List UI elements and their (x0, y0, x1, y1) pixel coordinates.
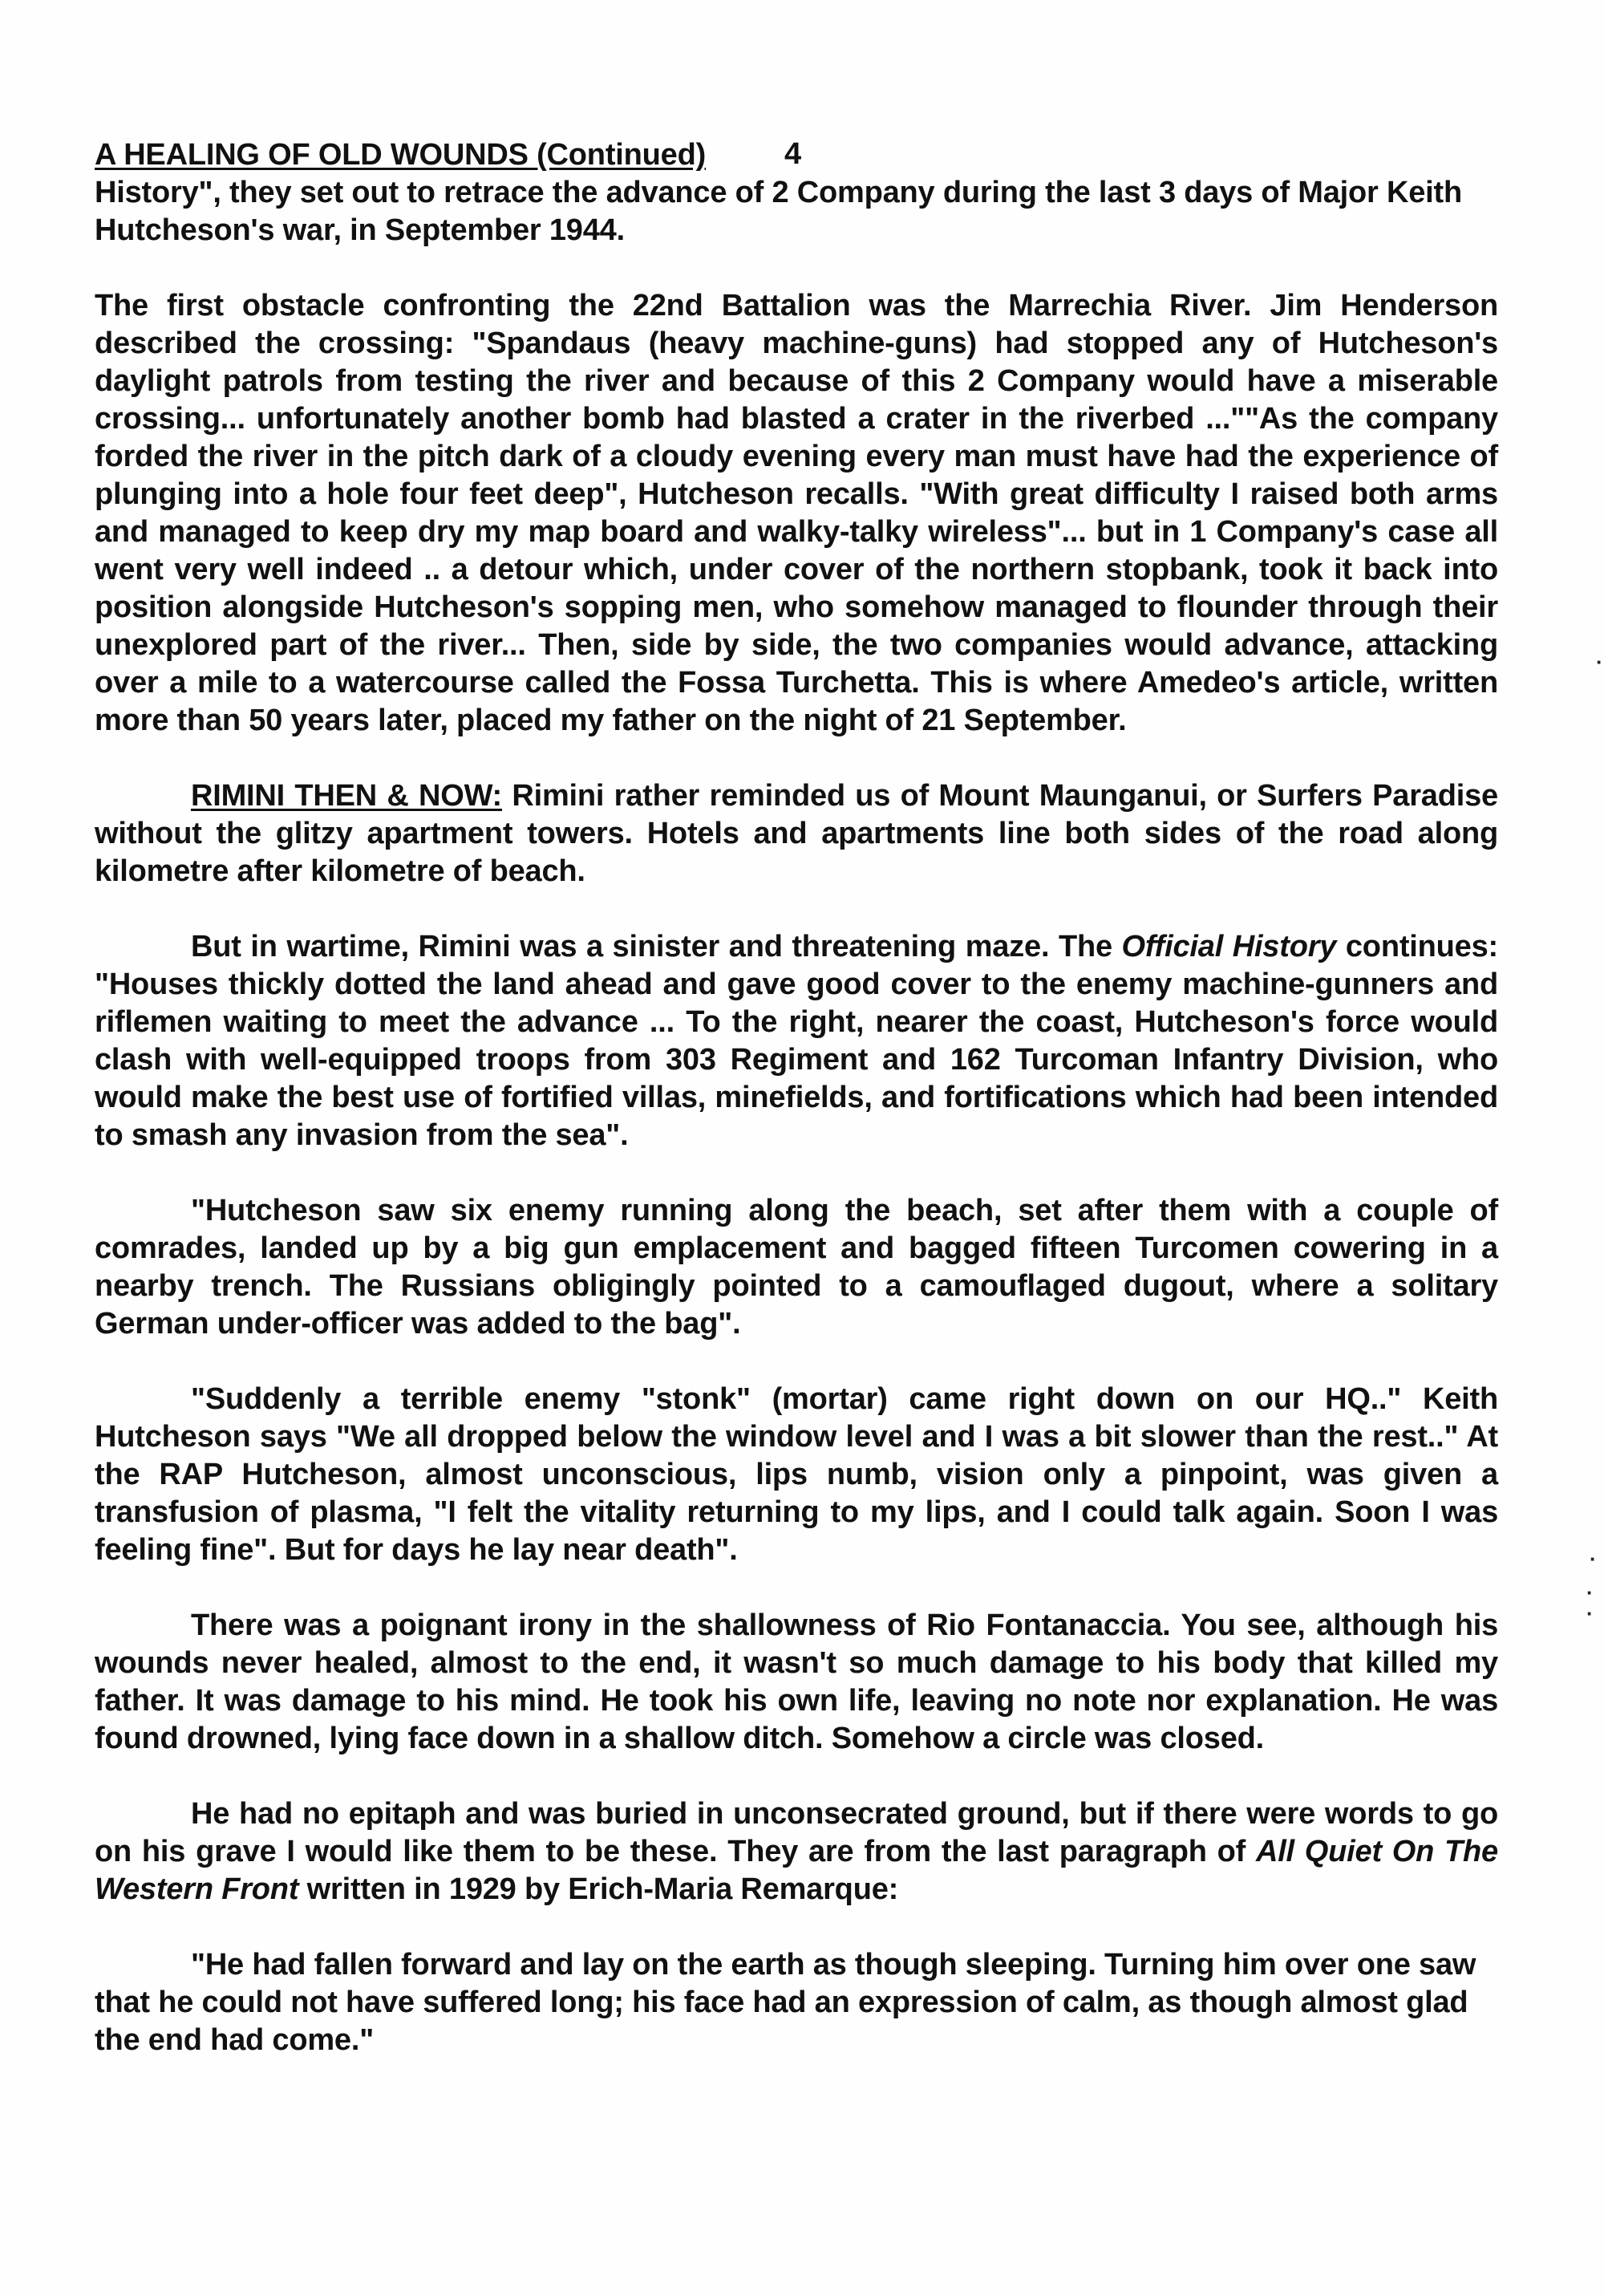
wartime-text-b: continues: "Houses thickly dotted the land ahead and gave good cover to the enemy machine-gunners and riflemen waiting to meet the advance ... To the right, nearer the coast, Hutcheson's force would clash with well-equipped troops from 303 Regiment and 162 Turcoman Infantry Division, who would make the best use of fortified villas, minefields, and fortifications which had been intended to smash any invasion from the sea". (95, 930, 1498, 1152)
document-body (95, 136, 1498, 2097)
paragraph-rimini-then-now (95, 777, 1498, 890)
book-title: All Quiet On The Western Front (95, 1835, 1498, 1906)
epitaph-text-b: written in 1929 by Erich-Maria Remarque: (298, 1872, 899, 1906)
scan-speck-mark: · (1590, 1547, 1597, 1571)
page-number: 4 (784, 137, 802, 171)
paragraph-irony: There was a poignant irony in the shallowness of Rio Fontanaccia. You see, although his wounds never healed, almost to the end, it wasn't so much damage to his body that killed my father. It was damage to his mind. He took his own life, leaving no note nor explanation. He was found drowned, lying face down in a shallow ditch. Somehow a circle was closed. (95, 1608, 1498, 1755)
article-heading: A HEALING OF OLD WOUNDS (Continued) (95, 138, 707, 172)
scan-speck-mark: · (1586, 1601, 1594, 1625)
official-history-title: Official History (1121, 930, 1337, 963)
paragraph-wartime (95, 928, 1498, 1154)
paragraph-epitaph (95, 1795, 1498, 1909)
paragraph-rimini-text: Rimini rather reminded us of Mount Maunganui, or Surfers Paradise without the glitzy apartment towers. Hotels and apartments line both sides of the road along kilometre after kilometre of beach. (95, 779, 1498, 888)
epitaph-text-a: He had no epitaph and was buried in unconsecrated ground, but if there were words to go on his grave I would like them to be these. They are from the last paragraph of (95, 1797, 1498, 1868)
paragraph-stonk: "Suddenly a terrible enemy "stonk" (mortar) came right down on our HQ.." Keith Hutcheson says "We all dropped below the window level and I was a bit slower than the rest.." At the RAP Hutcheson, almost unconscious, lips numb, vision only a pinpoint, was given a transfusion of plasma, "I felt the vitality returning to my lips, and I could talk again. Soon I was feeling fine". But for days he lay near death". (95, 1382, 1498, 1567)
scan-speck-mark: · (1596, 650, 1603, 674)
paragraph-river-crossing: The first obstacle confronting the 22nd Battalion was the Marrechia River. Jim Henderson described the crossing: "Spandaus (heavy machine-guns) had stopped any of Hutcheson's daylight patrols from testing the river and because of this 2 Company would have a miserable crossing... unfortunately another bomb had blasted a crater in the riverbed ...""As the company forded the river in the pitch dark of a cloudy evening every man must have had the experience of plunging into a hole four feet deep", Hutcheson recalls. "With great difficulty I raised both arms and managed to keep dry my map board and walky-talky wireless"... but in 1 Company's case all went very well indeed .. a detour which, under cover of the northern stopbank, took it back into position alongside Hutcheson's sopping men, who somehow managed to flounder through their unexplored part of the river... Then, side by side, the two companies would advance, attacking over a mile to a watercourse called the Fossa Turchetta. This is where Amedeo's article, written more than 50 years later, placed my father on the night of 21 September. (95, 289, 1498, 737)
scan-speck-mark: · (1586, 1580, 1594, 1604)
section-label-rimini: RIMINI THEN & NOW: (191, 779, 502, 813)
paragraph-closing-quote: "He had fallen forward and lay on the earth as though sleeping. Turning him over one saw that he could not have suffered long; his face had an expression of calm, as though almost glad the end had come." (95, 1948, 1476, 2057)
paragraph-beach: "Hutcheson saw six enemy running along the beach, set after them with a couple of comrades, landed up by a big gun emplacement and bagged fifteen Turcomen cowering in a nearby trench. The Russians obligingly pointed to a camouflaged dugout, where a solitary German under-officer was added to the bag". (95, 1194, 1498, 1341)
wartime-text-a: But in wartime, Rimini was a sinister and threatening maze. The (191, 930, 1122, 963)
paragraph-intro: History", they set out to retrace the advance of 2 Company during the last 3 days of Major Keith Hutcheson's war, in September 1944. (95, 176, 1462, 247)
